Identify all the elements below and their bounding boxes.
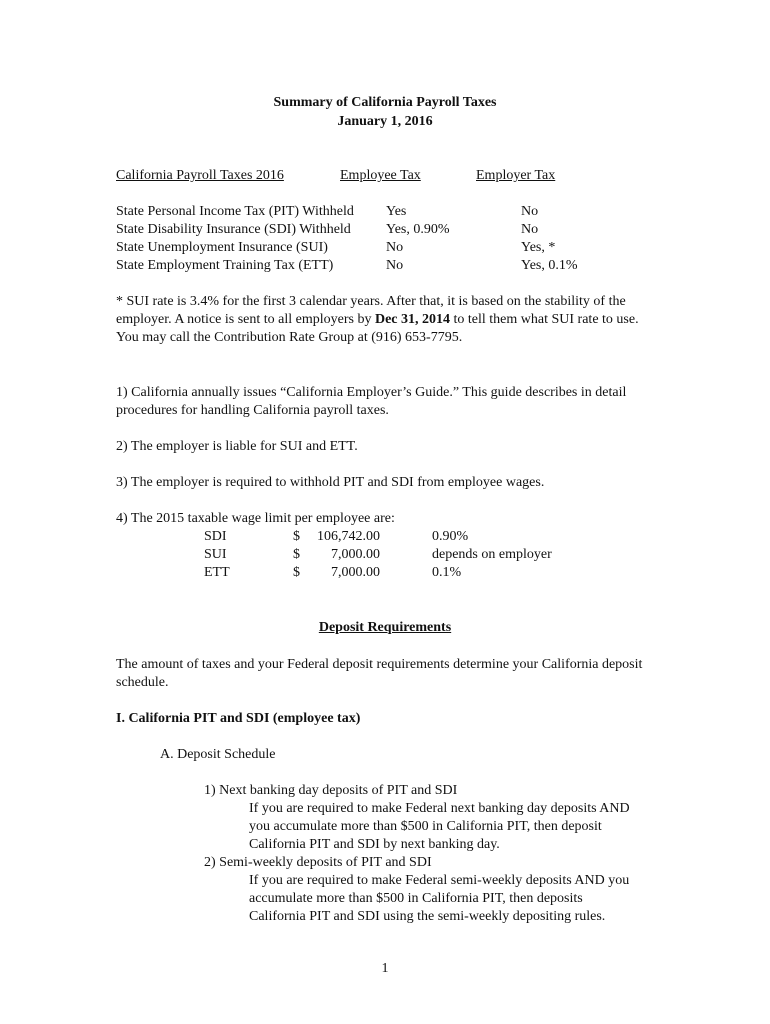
wage-limit-amount: 7,000.00 [331, 565, 380, 580]
point-1: 1) California annually issues “California Employer’s Guide.” This guide describes in detail procedures for handling California payroll taxes. [116, 385, 627, 418]
page-number: 1 [381, 961, 389, 976]
wage-limit-rate: 0.90% [432, 529, 469, 544]
wage-limit-rate: 0.1% [432, 565, 462, 580]
table-row-employer: No [521, 222, 539, 237]
table-row-label: State Personal Income Tax (PIT) Withheld [116, 204, 354, 219]
wage-limit-name: ETT [204, 565, 230, 580]
wage-limit-amount: 106,742.00 [317, 529, 380, 544]
deposit-item-1-line: you accumulate more than $500 in California PIT, then deposit [249, 819, 602, 834]
document-date: January 1, 2016 [337, 114, 433, 129]
wage-limit-currency: $ [293, 565, 300, 580]
table-row-employee: No [386, 258, 404, 273]
section-heading-deposit: Deposit Requirements [318, 620, 452, 635]
deposit-item-1-line: If you are required to make Federal next banking day deposits AND [249, 801, 630, 816]
point-4: 4) The 2015 taxable wage limit per employee are: [116, 511, 395, 526]
deposit-item-1-line: California PIT and SDI by next banking day. [249, 837, 500, 852]
table-header-employer: Employer Tax [476, 168, 556, 183]
table-row-employer: Yes, 0.1% [521, 258, 578, 273]
deposit-item-1-title: 1) Next banking day deposits of PIT and SDI [204, 783, 458, 798]
wage-limit-amount: 7,000.00 [331, 547, 380, 562]
deposit-item-2-line: accumulate more than $500 in California PIT, then deposits [249, 891, 583, 906]
table-row-employee: Yes, 0.90% [386, 222, 450, 237]
wage-limit-name: SUI [204, 547, 227, 562]
table-row-employee: Yes [386, 204, 407, 219]
table-row-employer: Yes, * [521, 240, 556, 255]
sui-note: * SUI rate is 3.4% for the first 3 calendar years. After that, it is based on the stability of the employer. A notice is sent to all employers by Dec 31, 2014 to tell them what SUI rate to use. You may call the Contribution Rate Group at (916) 653-7795. [116, 294, 639, 345]
document-title: Summary of California Payroll Taxes [273, 95, 497, 110]
deposit-item-2-line: If you are required to make Federal semi-weekly deposits AND you [249, 873, 630, 888]
table-header-taxes: California Payroll Taxes 2016 [116, 168, 284, 183]
table-row-label: State Unemployment Insurance (SUI) [116, 240, 328, 255]
wage-limit-currency: $ [293, 529, 300, 544]
subsection-deposit-schedule: A. Deposit Schedule [160, 747, 276, 762]
deposit-intro: The amount of taxes and your Federal deposit requirements determine your California deposit schedule. [116, 657, 643, 690]
wage-limit-name: SDI [204, 529, 227, 544]
table-row-label: State Disability Insurance (SDI) Withheld [116, 222, 351, 237]
wage-limit-rate: depends on employer [432, 547, 552, 562]
wage-limit-currency: $ [293, 547, 300, 562]
table-header-employee: Employee Tax [340, 168, 421, 183]
table-row-employee: No [386, 240, 404, 255]
deposit-item-2-title: 2) Semi-weekly deposits of PIT and SDI [204, 855, 432, 870]
section-title-pit-sdi: I. California PIT and SDI (employee tax) [116, 711, 361, 726]
table-row-label: State Employment Training Tax (ETT) [116, 258, 334, 273]
point-3: 3) The employer is required to withhold PIT and SDI from employee wages. [116, 475, 545, 490]
table-row-employer: No [521, 204, 539, 219]
point-2: 2) The employer is liable for SUI and ETT. [116, 439, 358, 454]
deposit-item-2-line: California PIT and SDI using the semi-weekly depositing rules. [249, 909, 606, 924]
